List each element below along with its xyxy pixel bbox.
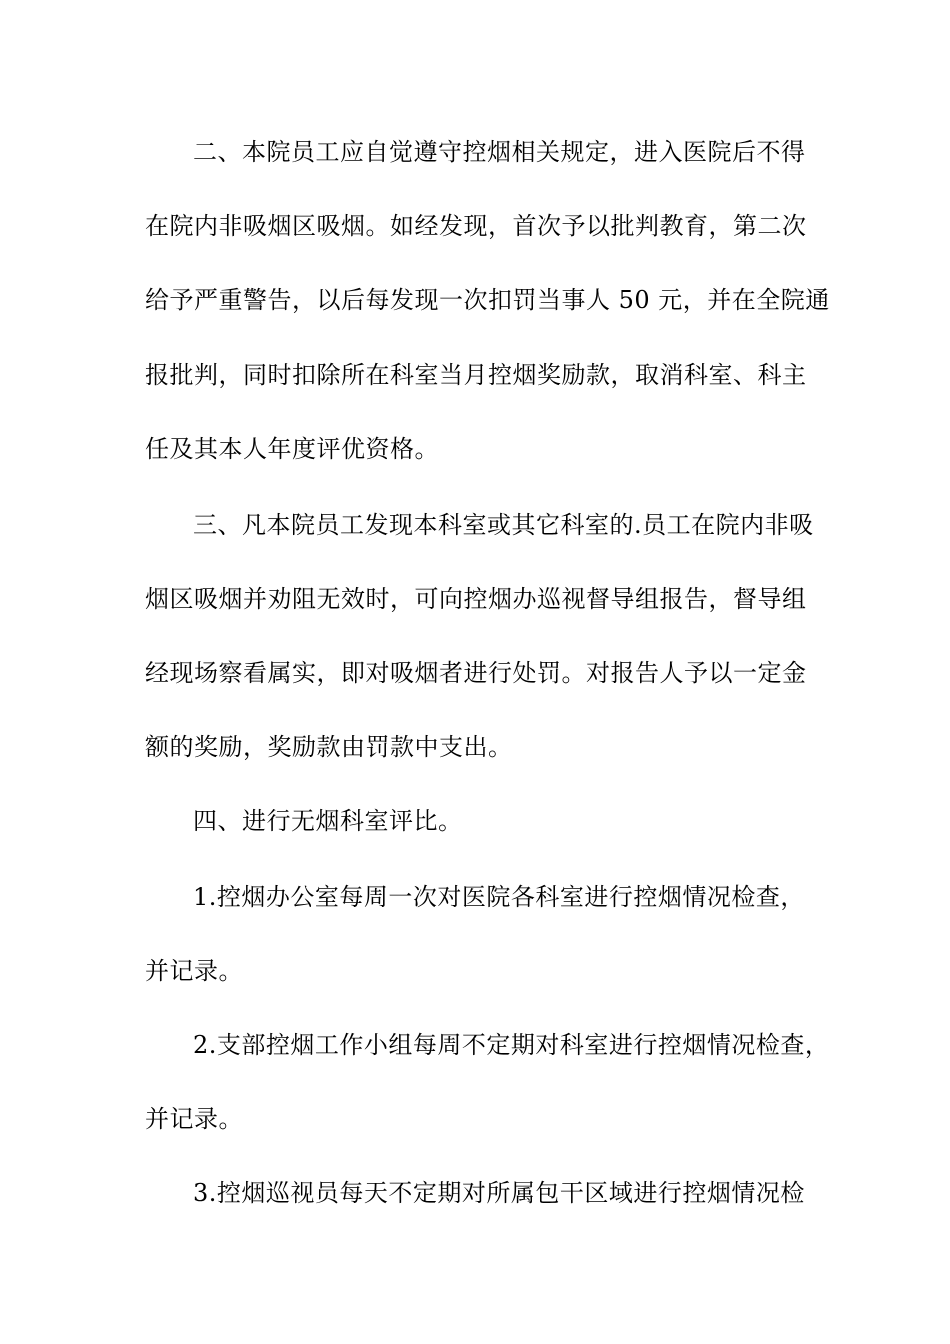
paragraph-3-line-1: 三、凡本院员工发现本科室或其它科室的.员工在院内非吸: [193, 511, 814, 539]
paragraph-3-line-2: 烟区吸烟并劝阻无效时，可向控烟办巡视督导组报告，督导组: [145, 585, 807, 613]
paragraph-2-line-1: 二、本院员工应自觉遵守控烟相关规定，进入医院后不得: [193, 138, 806, 166]
paragraph-2-line-2: 在院内非吸烟区吸烟。如经发现，首次予以批判教育，第二次: [145, 212, 807, 240]
item-2-line-2: 并记录。: [145, 1105, 243, 1133]
section-4-heading: 四、进行无烟科室评比。: [193, 807, 463, 835]
paragraph-2-line-4: 报批判，同时扣除所在科室当月控烟奖励款，取消科室、科主: [145, 361, 807, 389]
paragraph-2-line-3: 给予严重警告，以后每发现一次扣罚当事人 50 元，并在全院通: [145, 286, 830, 314]
item-1-line-2: 并记录。: [145, 957, 243, 985]
paragraph-2-line-5: 任及其本人年度评优资格。: [145, 435, 439, 463]
paragraph-3-line-4: 额的奖励，奖励款由罚款中支出。: [145, 733, 513, 761]
item-3-line-1: 3.控烟巡视员每天不定期对所属包干区域进行控烟情况检: [193, 1179, 805, 1207]
item-1-line-1: 1.控烟办公室每周一次对医院各科室进行控烟情况检查，: [193, 883, 805, 911]
item-2-line-1: 2.支部控烟工作小组每周不定期对科室进行控烟情况检查，: [193, 1031, 830, 1059]
paragraph-3-line-3: 经现场察看属实，即对吸烟者进行处罚。对报告人予以一定金: [145, 659, 807, 687]
